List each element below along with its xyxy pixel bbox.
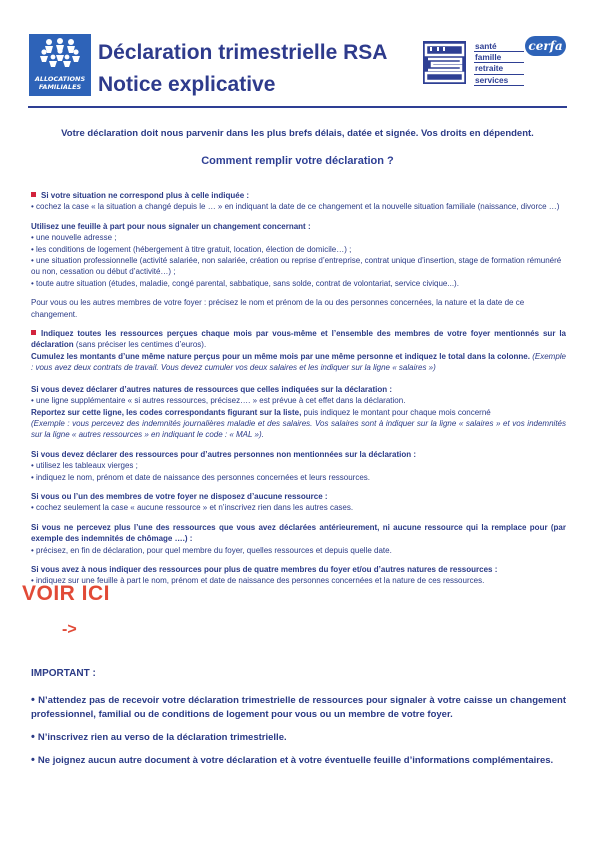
caf-logo-text: ALLOCATIONS FAMILIALES — [34, 75, 86, 91]
block-text: • précisez, en fin de déclaration, pour quel membre du foyer, quelles ressources et depuis quelle date. — [31, 545, 392, 555]
msa-word: santé — [474, 41, 524, 52]
instruction-block — [31, 491, 566, 514]
important-item: N’inscrivez rien au verso de la déclaration trimestrielle. — [37, 732, 287, 743]
block-title: Si vous avez à nous indiquer des ressources pour plus de quatre membres du foyer et/ou d’autres natures de ressources : — [31, 564, 498, 574]
header-divider — [28, 106, 567, 108]
block-note: Pour vous ou les autres membres de votre foyer : précisez le nom et prénom de la ou des personnes concernées, la nature et la date de ce changement. — [31, 298, 525, 319]
instruction-block — [31, 328, 566, 374]
important-item: N’attendez pas de recevoir votre déclaration trimestrielle de ressources pour signaler à votre caisse un changement professionnel, familial ou de conditions de logement pour vous ou un membre de votre foyer. — [31, 695, 566, 720]
instruction-block — [31, 522, 566, 556]
block-text: • une ligne supplémentaire « si autres ressources, précisez…. » est prévue à cet effet dans la déclaration. — [31, 396, 406, 406]
msa-word: services — [474, 75, 524, 86]
block-text: Reportez sur cette ligne, les codes correspondants figurant sur la liste, — [31, 407, 302, 417]
block-title: Si vous devez déclarer d’autres natures de ressources que celles indiquées sur la déclaration : — [31, 384, 393, 394]
instruction-block — [31, 449, 566, 483]
intro-text: Votre déclaration doit nous parvenir dans les plus brefs délais, datée et signée. Vos droits en dépendent. — [61, 128, 534, 139]
important-title: IMPORTANT : — [31, 668, 96, 679]
msa-word: retraite — [474, 63, 524, 74]
block-text: • indiquez sur une feuille à part le nom, prénom et date de naissance des personnes concernées et la nature de ces ressources. — [31, 576, 485, 586]
caf-people-icon — [35, 37, 85, 69]
important-item: Ne joignez aucun autre document à votre déclaration et à votre éventuelle feuille d’informations complémentaires. — [37, 755, 554, 766]
block-title: Si votre situation ne correspond plus à celle indiquée : — [41, 191, 250, 200]
caf-logo — [29, 34, 91, 96]
block-title: Utilisez une feuille à part pour nous signaler un changement concernant : — [31, 221, 311, 231]
list-item: • utilisez les tableaux vierges ; — [31, 461, 138, 471]
page-subtitle: Notice explicative — [98, 73, 276, 96]
block-text: • cochez seulement la case « aucune ressource » et n’inscrivez rien dans les autres cases. — [31, 503, 354, 513]
bullet-icon: • — [31, 731, 38, 743]
block-example: (Exemple : vous percevez des indemnités journalières maladie et des salaires. Vos salaires sont à indiquer sur la ligne « salaires » et vos indemnités sur la ligne « autres ressources » en indiquant le code : « MAL »). — [31, 418, 566, 440]
block-example: (Exemple : vous avez deux contrats de travail. Vous devez cumuler vos deux salaires et les indiquer sur la ligne « salaires ») — [31, 351, 566, 373]
block-text: Cumulez les montants d’une même nature perçus pour un même mois par une même personne et indiquez le total dans la colonne. — [31, 351, 530, 361]
msa-word: famille — [474, 52, 524, 63]
instruction-block — [31, 190, 566, 213]
bullet-icon: • — [31, 754, 38, 766]
block-title: Si vous ne percevez plus l’une des ressources que vous avez déclarées antérieurement, ni aucune ressource qui la remplace pour (par exemple des indemnités de chômage ….) : — [31, 522, 566, 544]
block-title: Indiquez toutes les ressources perçues chaque mois par vous-même et l’ensemble des membres de votre foyer mentionnés sur la déclaration — [31, 329, 566, 350]
list-item: • les conditions de logement (hébergement à titre gratuit, location, élection de domicile…) ; — [31, 244, 352, 254]
msa-logo-icon — [423, 41, 466, 84]
block-text: (sans préciser les centimes d’euros). — [73, 340, 207, 350]
block-text: puis indiquez le montant pour chaque mois concerné — [301, 407, 491, 417]
msa-tagline — [474, 41, 524, 86]
section-heading: Comment remplir votre déclaration ? — [201, 155, 394, 167]
voir-ici-annotation: VOIR ICI — [22, 582, 111, 605]
msa-logo — [423, 41, 466, 84]
red-square-bullet-icon — [31, 330, 36, 335]
block-title: Si vous ou l’un des membres de votre foyer ne disposez d’aucune ressource : — [31, 491, 328, 501]
list-item: • une nouvelle adresse ; — [31, 233, 117, 243]
block-text: • cochez la case « la situation a changé depuis le … » en indiquant la date de ce changement et la nouvelle situation familiale (naissance, divorce …) — [31, 202, 560, 212]
list-item: • une situation professionnelle (activité salariée, non salariée, création ou reprise d’entreprise, contrat unique d’insertion, stage de formation rémunéré ou non, cessation ou début d’activité…) ; — [31, 256, 562, 277]
red-square-bullet-icon — [31, 192, 36, 197]
bullet-icon: • — [31, 694, 39, 706]
block-title: Si vous devez déclarer des ressources pour d’autres personnes non mentionnées sur la déclaration : — [31, 449, 417, 459]
cerfa-logo: cerfa — [525, 36, 566, 56]
page-title: Déclaration trimestrielle RSA — [98, 41, 388, 64]
arrow-annotation: -> — [62, 621, 77, 638]
instruction-block — [31, 384, 566, 441]
list-item: • toute autre situation (études, maladie, congé parental, sabbatique, sans solde, contrat de volontariat, service civique...). — [31, 278, 459, 288]
list-item: • indiquez le nom, prénom et date de naissance des personnes concernées et leurs ressources. — [31, 472, 370, 482]
instructions — [31, 190, 566, 595]
instruction-block — [31, 564, 566, 587]
instruction-block — [31, 221, 566, 320]
important-section — [31, 668, 566, 776]
